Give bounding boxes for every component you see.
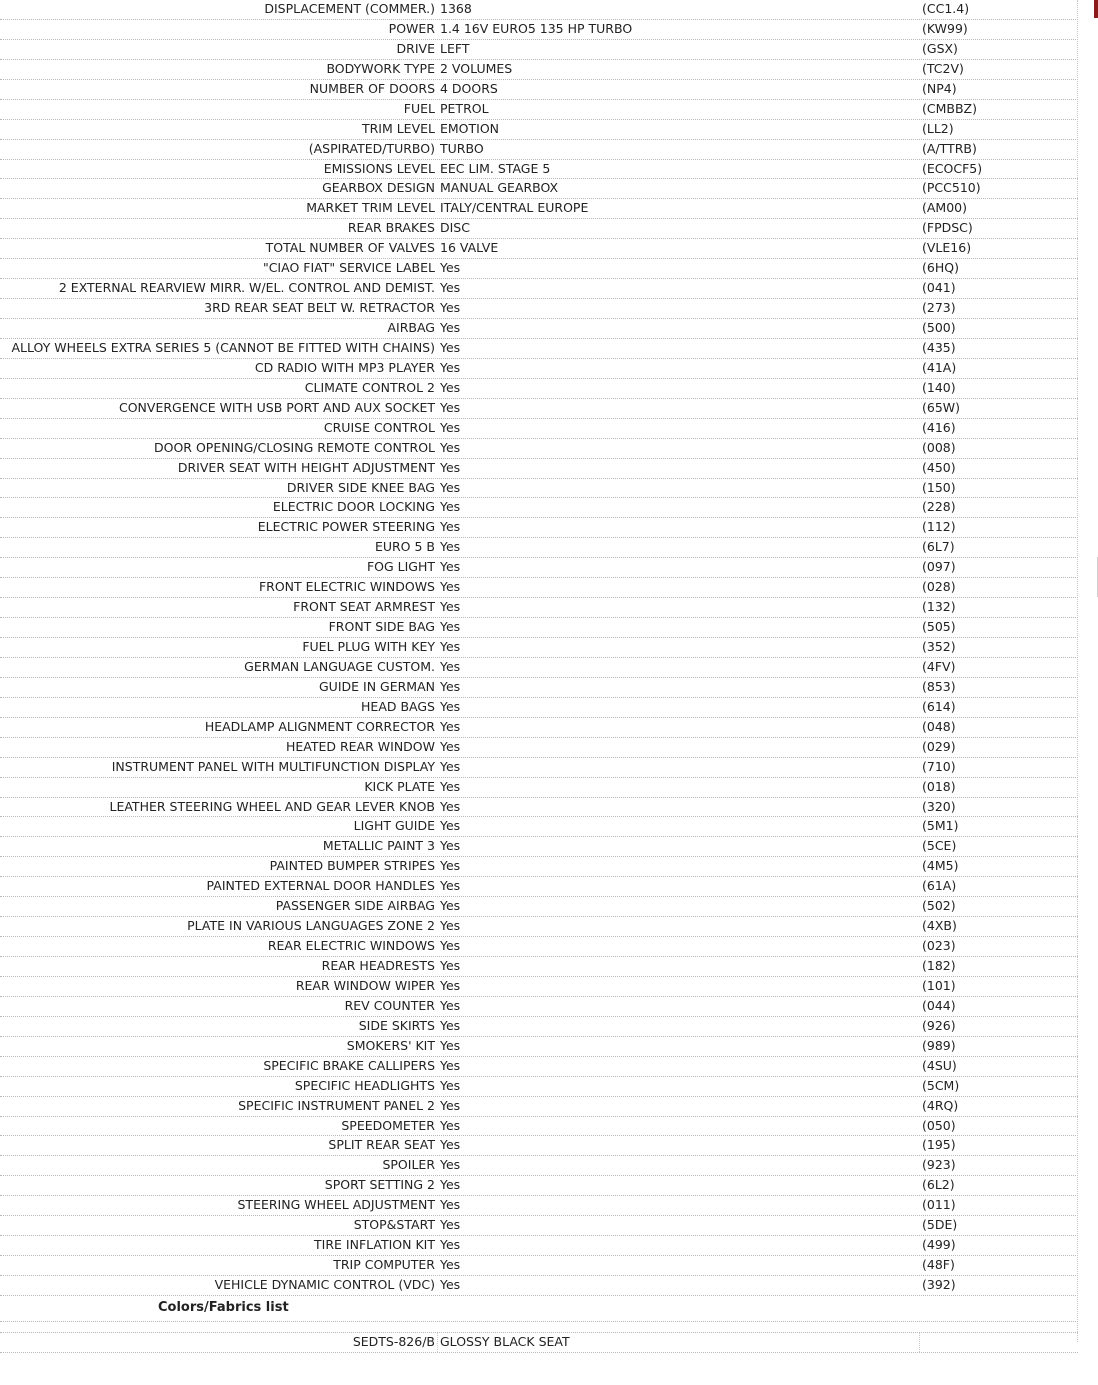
option-row: [0, 658, 1078, 678]
option-code: (041): [922, 280, 956, 296]
option-label: CLIMATE CONTROL 2: [304, 379, 435, 395]
option-value: Yes: [440, 918, 461, 934]
option-row: [0, 219, 1078, 239]
option-code: (LL2): [922, 120, 954, 136]
option-code: (112): [922, 519, 956, 535]
option-value: Yes: [440, 339, 461, 355]
option-label: SPLIT REAR SEAT: [328, 1137, 435, 1153]
option-label: PLATE IN VARIOUS LANGUAGES ZONE 2: [187, 918, 435, 934]
option-code: (182): [922, 958, 956, 973]
option-row: [0, 678, 1078, 698]
option-label: SPORT SETTING 2: [324, 1177, 435, 1193]
option-code: (NP4): [922, 80, 957, 96]
option-code: (150): [922, 479, 956, 495]
option-code: (050): [922, 1117, 956, 1133]
option-row: [0, 439, 1078, 459]
option-label: REV COUNTER: [344, 997, 435, 1013]
option-label: MARKET TRIM LEVEL: [306, 200, 435, 216]
option-row: [0, 558, 1078, 578]
option-label: LIGHT GUIDE: [353, 818, 435, 834]
option-row: [0, 1077, 1078, 1097]
option-row: [0, 259, 1078, 279]
option-label: FRONT SIDE BAG: [328, 619, 435, 635]
option-code: (132): [922, 599, 956, 615]
option-value: Yes: [440, 898, 461, 914]
option-label: AIRBAG: [387, 320, 435, 335]
option-code: (4M5): [922, 858, 959, 874]
option-row: [0, 977, 1078, 997]
option-value: 16 VALVE: [440, 240, 499, 256]
column-divider: [919, 1333, 920, 1352]
option-row: [0, 538, 1078, 558]
section-title: Colors/Fabrics list: [158, 1299, 289, 1315]
option-value: Yes: [440, 1117, 461, 1133]
option-row: [0, 60, 1078, 80]
option-value: Yes: [440, 718, 461, 734]
option-label: TRIM LEVEL: [361, 120, 435, 136]
option-label: NUMBER OF DOORS: [309, 80, 435, 96]
option-value: Yes: [440, 619, 461, 635]
option-row: [0, 1236, 1078, 1256]
option-value: Yes: [440, 539, 461, 555]
option-value: Yes: [440, 1057, 461, 1073]
option-value: Yes: [440, 639, 461, 654]
option-row: [0, 379, 1078, 399]
option-code: (320): [922, 798, 956, 814]
option-code: (4SU): [922, 1057, 957, 1073]
option-value: ITALY/CENTRAL EUROPE: [440, 200, 589, 216]
option-code: (ECOCF5): [922, 160, 983, 176]
option-code: (018): [922, 778, 956, 794]
option-label: SIDE SKIRTS: [358, 1017, 435, 1033]
option-row: [0, 1117, 1078, 1137]
option-row: [0, 80, 1078, 100]
option-value: MANUAL GEARBOX: [440, 180, 559, 196]
option-value: Yes: [440, 399, 461, 415]
option-code: (505): [922, 619, 956, 635]
option-label: ELECTRIC POWER STEERING: [257, 519, 435, 535]
option-label: SPOILER: [382, 1157, 435, 1173]
option-code: (228): [922, 499, 956, 515]
option-row: [0, 299, 1078, 319]
option-label: STEERING WHEEL ADJUSTMENT: [237, 1197, 435, 1213]
option-value: Yes: [440, 320, 461, 335]
option-value: Yes: [440, 599, 461, 615]
option-value: 4 DOORS: [440, 80, 498, 96]
option-code: (PCC510): [922, 180, 981, 196]
option-code: (6L7): [922, 539, 955, 555]
option-code: (011): [922, 1197, 956, 1213]
option-value: Yes: [440, 1157, 461, 1173]
option-code: (TC2V): [922, 60, 964, 76]
option-row: [0, 479, 1078, 499]
option-label: PAINTED EXTERNAL DOOR HANDLES: [206, 878, 435, 894]
option-label: HEADLAMP ALIGNMENT CORRECTOR: [204, 718, 435, 734]
option-code: (4FV): [922, 658, 956, 674]
option-label: CRUISE CONTROL: [323, 419, 435, 435]
option-label: DISPLACEMENT (COMMER.): [264, 1, 435, 16]
option-value: Yes: [440, 1017, 461, 1033]
option-label: REAR ELECTRIC WINDOWS: [267, 938, 435, 954]
option-code: (KW99): [922, 20, 968, 36]
option-row: [0, 399, 1078, 419]
option-code: (097): [922, 559, 956, 575]
option-row: [0, 40, 1078, 60]
option-label: ALLOY WHEELS EXTRA SERIES 5 (CANNOT BE FITTED WITH CHAINS): [11, 339, 435, 355]
option-value: TURBO: [440, 140, 484, 156]
option-label: TOTAL NUMBER OF VALVES: [265, 240, 435, 256]
option-code: (023): [922, 938, 956, 954]
option-value: Yes: [440, 379, 461, 395]
option-value: Yes: [440, 1037, 461, 1053]
option-label: FUEL PLUG WITH KEY: [302, 639, 435, 654]
option-code: (926): [922, 1017, 956, 1033]
option-value: Yes: [440, 938, 461, 954]
option-row: [0, 239, 1078, 259]
option-label: PAINTED BUMPER STRIPES: [269, 858, 435, 874]
option-label: CONVERGENCE WITH USB PORT AND AUX SOCKET: [118, 399, 435, 415]
option-row: [0, 1097, 1078, 1117]
option-code: (5CE): [922, 838, 957, 854]
option-value: Yes: [440, 858, 461, 874]
option-value: Yes: [440, 419, 461, 435]
option-row: [0, 1017, 1078, 1037]
option-label: (ASPIRATED/TURBO): [308, 140, 435, 156]
option-row: [0, 1196, 1078, 1216]
option-row: [0, 1136, 1078, 1156]
option-row: [0, 1156, 1078, 1176]
option-label: REAR WINDOW WIPER: [295, 977, 435, 993]
option-value: Yes: [440, 758, 461, 774]
option-value: Yes: [440, 300, 461, 316]
option-row: [0, 279, 1078, 299]
option-value: Yes: [440, 1097, 461, 1113]
option-value: EMOTION: [440, 120, 500, 136]
option-value: 2 VOLUMES: [440, 60, 513, 76]
option-value: Yes: [440, 878, 461, 894]
option-label: DRIVER SIDE KNEE BAG: [286, 479, 435, 495]
option-label: REAR BRAKES: [347, 220, 435, 236]
option-value: Yes: [440, 958, 461, 973]
option-row: [0, 120, 1078, 140]
option-code: (VLE16): [922, 240, 972, 256]
option-code: (AM00): [922, 200, 967, 216]
option-label: METALLIC PAINT 3: [322, 838, 435, 854]
option-label: DOOR OPENING/CLOSING REMOTE CONTROL: [154, 439, 435, 455]
option-label: EURO 5 B: [374, 539, 435, 555]
option-label: SPECIFIC BRAKE CALLIPERS: [263, 1057, 435, 1073]
option-row: [0, 319, 1078, 339]
option-value: Yes: [440, 1257, 461, 1273]
option-code: (140): [922, 379, 956, 395]
option-row: [0, 638, 1078, 658]
option-code: (195): [922, 1137, 956, 1153]
option-value: Yes: [440, 559, 461, 575]
option-label: REAR HEADRESTS: [321, 958, 435, 973]
option-row: [0, 578, 1078, 598]
option-code: (044): [922, 997, 956, 1013]
option-row: [0, 518, 1078, 538]
option-label: STOP&START: [353, 1217, 435, 1233]
option-value: Yes: [440, 499, 461, 515]
option-code: (028): [922, 579, 956, 595]
option-label: TIRE INFLATION KIT: [314, 1237, 435, 1253]
option-row: [0, 339, 1078, 359]
option-code: (273): [922, 300, 956, 316]
option-row: [0, 937, 1078, 957]
option-code: (GSX): [922, 40, 958, 56]
option-row: [0, 1276, 1078, 1296]
option-code: (5CM): [922, 1077, 960, 1093]
option-code: (5DE): [922, 1217, 958, 1233]
option-label: FRONT SEAT ARMREST: [293, 599, 435, 615]
option-label: CD RADIO WITH MP3 PLAYER: [254, 359, 435, 375]
option-row: [0, 897, 1078, 917]
option-label: SMOKERS' KIT: [346, 1037, 435, 1053]
option-row: [0, 778, 1078, 798]
option-value: DISC: [440, 220, 470, 236]
option-value: Yes: [440, 260, 461, 276]
option-code: (450): [922, 459, 956, 475]
option-value: Yes: [440, 459, 461, 475]
option-value: Yes: [440, 1197, 461, 1213]
option-code: (048): [922, 718, 956, 734]
option-code: (61A): [922, 878, 957, 894]
option-value: Yes: [440, 479, 461, 495]
option-value: Yes: [440, 1217, 461, 1233]
option-code: (352): [922, 639, 956, 654]
option-code: (65W): [922, 399, 961, 415]
option-label: VEHICLE DYNAMIC CONTROL (VDC): [214, 1277, 435, 1292]
option-value: Yes: [440, 977, 461, 993]
option-label: FOG LIGHT: [366, 559, 435, 575]
option-code: (029): [922, 738, 956, 754]
option-code: (41A): [922, 359, 957, 375]
option-row: [0, 917, 1078, 937]
option-value: Yes: [440, 1177, 461, 1193]
option-row: [0, 718, 1078, 738]
option-value: EEC LIM. STAGE 5: [440, 160, 551, 176]
option-value: Yes: [440, 359, 461, 375]
option-row: [0, 798, 1078, 818]
option-code: (614): [922, 698, 956, 714]
option-code: (416): [922, 419, 956, 435]
option-row: [0, 419, 1078, 439]
option-value: 1368: [440, 1, 472, 16]
option-row: [0, 758, 1078, 778]
option-label: ELECTRIC DOOR LOCKING: [272, 499, 435, 515]
option-code: (101): [922, 977, 956, 993]
option-label: TRIP COMPUTER: [333, 1257, 435, 1273]
option-code: (989): [922, 1037, 956, 1053]
option-value: PETROL: [440, 100, 489, 116]
option-label: EMISSIONS LEVEL: [323, 160, 435, 176]
option-label: 2 EXTERNAL REARVIEW MIRR. W/EL. CONTROL AND DEMIST.: [58, 280, 435, 296]
option-code: (FPDSC): [922, 220, 973, 236]
option-label: GUIDE IN GERMAN: [319, 678, 435, 694]
option-value: Yes: [440, 698, 461, 714]
option-row: [0, 459, 1078, 479]
option-row: [0, 1057, 1078, 1077]
option-code: (6HQ): [922, 260, 959, 276]
option-value: Yes: [440, 838, 461, 854]
option-code: (853): [922, 678, 956, 694]
option-label: BODYWORK TYPE: [326, 60, 435, 76]
option-code: (A/TTRB): [922, 140, 977, 156]
option-code: (48F): [922, 1257, 955, 1273]
option-row: [0, 20, 1078, 40]
option-code: (4RQ): [922, 1097, 959, 1113]
option-label: SPEEDOMETER: [341, 1117, 435, 1133]
option-code: (CC1.4): [922, 1, 970, 16]
option-label: 3RD REAR SEAT BELT W. RETRACTOR: [204, 300, 435, 316]
option-row: [0, 160, 1078, 180]
option-value: Yes: [440, 1137, 461, 1153]
option-row: [0, 100, 1078, 120]
option-value: Yes: [440, 738, 461, 754]
option-value: Yes: [440, 1077, 461, 1093]
option-value: Yes: [440, 778, 461, 794]
option-label: DRIVE: [396, 40, 435, 56]
option-label: SPECIFIC INSTRUMENT PANEL 2: [238, 1097, 435, 1113]
fabric-description: GLOSSY BLACK SEAT: [440, 1333, 570, 1349]
option-row: [0, 1037, 1078, 1057]
option-value: Yes: [440, 280, 461, 296]
option-value: Yes: [440, 678, 461, 694]
scrollbar-marker[interactable]: [1094, 0, 1098, 18]
option-code: (499): [922, 1237, 956, 1253]
table-right-border: [1077, 0, 1078, 1342]
option-value: Yes: [440, 519, 461, 535]
option-row: [0, 199, 1078, 219]
option-label: FUEL: [403, 100, 435, 116]
option-row: [0, 817, 1078, 837]
option-value: 1.4 16V EURO5 135 HP TURBO: [440, 20, 633, 36]
option-value: Yes: [440, 798, 461, 814]
option-code: (710): [922, 758, 956, 774]
option-row: [0, 140, 1078, 160]
option-row: [0, 857, 1078, 877]
option-row: [0, 877, 1078, 897]
option-row: [0, 359, 1078, 379]
option-label: GEARBOX DESIGN: [322, 180, 435, 196]
option-value: Yes: [440, 1237, 461, 1253]
option-row: [0, 179, 1078, 199]
option-value: Yes: [440, 579, 461, 595]
option-label: "CIAO FIAT" SERVICE LABEL: [262, 260, 435, 276]
option-row: [0, 997, 1078, 1017]
colors-fabrics-section: [0, 1296, 1078, 1322]
option-row: [0, 1216, 1078, 1236]
fabric-code: SEDTS-826/B: [352, 1333, 435, 1349]
option-code: (923): [922, 1157, 956, 1173]
option-row: [0, 598, 1078, 618]
option-label: DRIVER SEAT WITH HEIGHT ADJUSTMENT: [177, 459, 435, 475]
option-code: (6L2): [922, 1177, 955, 1193]
option-row: [0, 1256, 1078, 1276]
option-row: [0, 498, 1078, 518]
option-code: (008): [922, 439, 956, 455]
column-divider: [437, 1333, 438, 1352]
option-label: PASSENGER SIDE AIRBAG: [275, 898, 435, 914]
option-label: INSTRUMENT PANEL WITH MULTIFUNCTION DISPLAY: [111, 758, 435, 774]
option-row: [0, 837, 1078, 857]
option-label: KICK PLATE: [364, 778, 435, 794]
option-code: (435): [922, 339, 956, 355]
option-value: LEFT: [440, 40, 470, 56]
option-code: (CMBBZ): [922, 100, 977, 116]
option-label: POWER: [388, 20, 435, 36]
option-row: [0, 1176, 1078, 1196]
option-label: FRONT ELECTRIC WINDOWS: [258, 579, 435, 595]
option-code: (4XB): [922, 918, 957, 934]
option-value: Yes: [440, 658, 461, 674]
option-label: HEAD BAGS: [361, 698, 435, 714]
option-value: Yes: [440, 1277, 461, 1292]
option-code: (502): [922, 898, 956, 914]
option-label: SPECIFIC HEADLIGHTS: [294, 1077, 435, 1093]
option-label: LEATHER STEERING WHEEL AND GEAR LEVER KNOB: [109, 798, 435, 814]
option-label: HEATED REAR WINDOW: [285, 738, 435, 754]
section-spacer: [0, 1322, 1078, 1333]
color-fabric-row: [0, 1333, 1078, 1353]
option-code: (5M1): [922, 818, 959, 834]
option-label: GERMAN LANGUAGE CUSTOM.: [244, 658, 435, 674]
option-value: Yes: [440, 818, 461, 834]
option-value: Yes: [440, 997, 461, 1013]
option-row: [0, 957, 1078, 977]
option-code: (500): [922, 320, 956, 335]
option-value: Yes: [440, 439, 461, 455]
option-code: (392): [922, 1277, 956, 1292]
option-row: [0, 618, 1078, 638]
option-row: [0, 698, 1078, 718]
option-row: [0, 738, 1078, 758]
option-row: [0, 0, 1078, 20]
